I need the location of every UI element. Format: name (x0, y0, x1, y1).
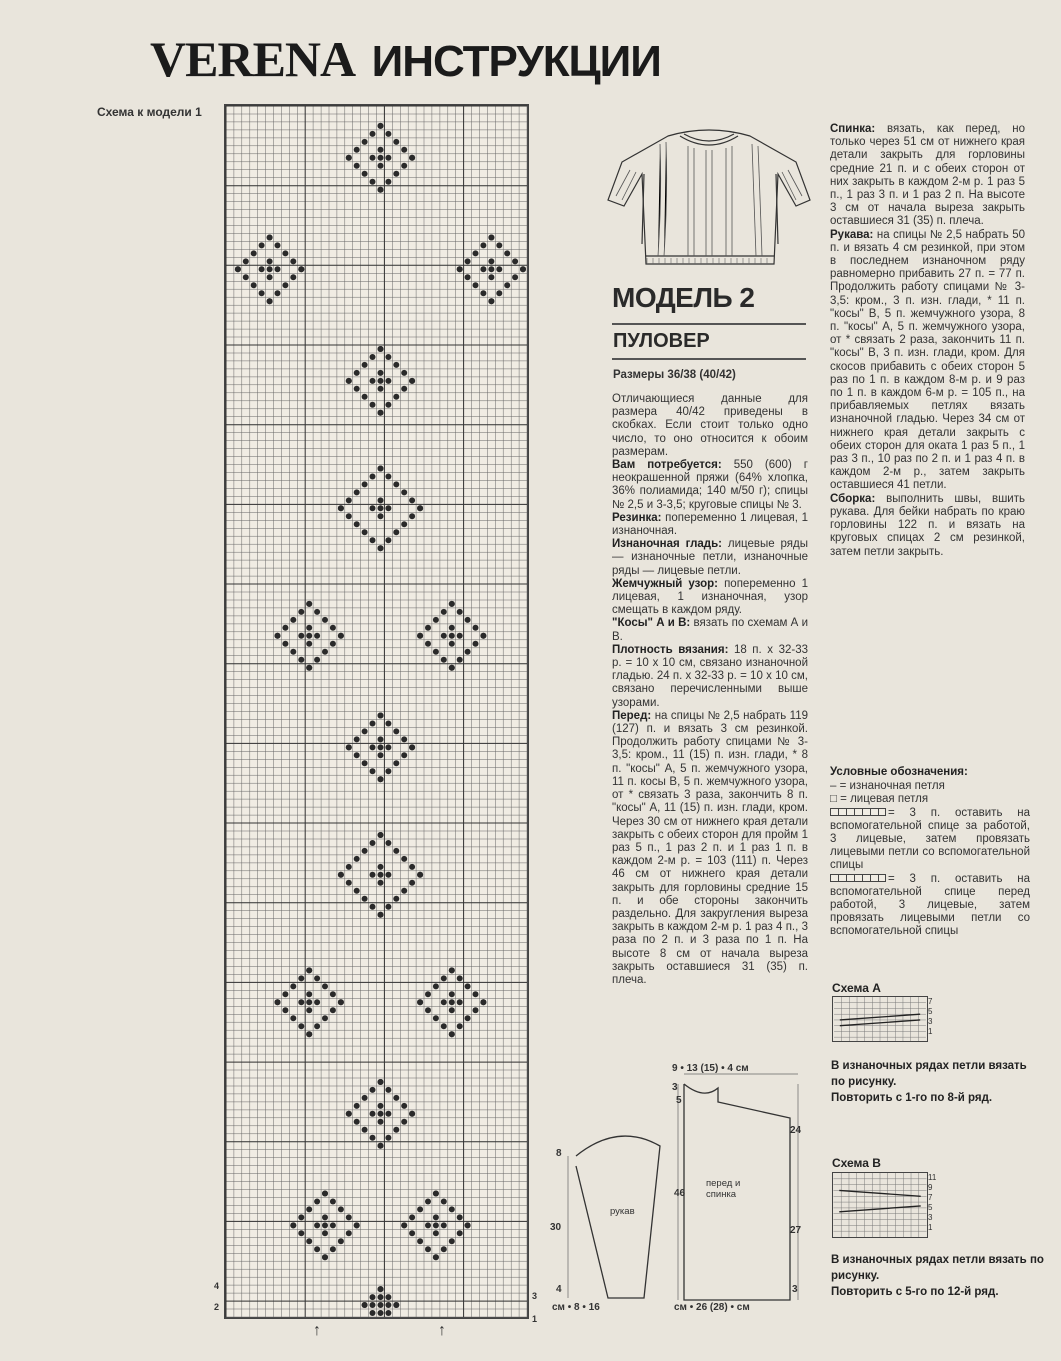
rib-paragraph: Резинка: попеременно 1 лицевая, 1 изнаночная. (612, 511, 808, 538)
instructions-column-2 (830, 123, 1025, 559)
chart-grid (226, 106, 527, 1317)
sweater-illustration (606, 124, 812, 274)
model-title: МОДЕЛЬ 2 (612, 282, 755, 313)
masthead (150, 30, 661, 94)
pattern-diagram (548, 1062, 810, 1318)
chart-row-label: 2 (214, 1302, 220, 1312)
pattern-dim: 30 (550, 1222, 562, 1233)
pattern-bottom-dims: см • 26 (28) • см (674, 1302, 750, 1313)
arrow-up-icon: ↑ (313, 1322, 321, 1339)
subtitle-divider (612, 358, 806, 360)
pattern-dim: 8 (556, 1148, 562, 1159)
intro-paragraph: Отличающиеся данные для размера 40/42 приведены в скобках. Если стоит только одно число, то оно относится к обоим размерам. (612, 393, 808, 458)
scheme-b-row-nums: 11 9 7 5 3 1 (928, 1173, 937, 1232)
pattern-dim: 24 (790, 1125, 802, 1136)
pattern-dim: 3 (672, 1082, 678, 1093)
legend-cable-front: = 3 п. оставить на вспомогательной спице перед работой, 3 лицевые, затем провязать лицевыми петли со вспомогательной спицы (830, 872, 1030, 938)
cable-symbol-icon (830, 874, 886, 882)
legend-purl: – = изнаночная петля (830, 780, 945, 793)
scheme-b-grid (832, 1172, 928, 1238)
body-label: перед и спинка (706, 1178, 741, 1200)
pattern-dim: 3 (792, 1284, 798, 1295)
pattern-dim: 27 (790, 1225, 802, 1236)
scheme-a-title: Схема А (832, 981, 881, 995)
back-paragraph: Спинка: вязать, как перед, но только через 51 см от нижнего края детали закрыть для горловины средние 21 п. и с обеих сторон от них закрыть в каждом 2-м р. 1 раз 5 п., 1 раз 3 п. и 1 раз 2 п. На высоте 3 см от начала выреза закрыть оставшиеся 31 (35) п. плеча. (830, 123, 1026, 228)
chart-row-label: 4 (214, 1281, 220, 1291)
instructions-column-1 (612, 393, 809, 986)
brand-logo: VERENA (150, 31, 356, 87)
pattern-top-dims: 9 • 13 (15) • 4 см (672, 1063, 749, 1074)
scheme-a-note: В изнаночных рядах петли вязать по рисунку. Повторить с 1-го по 8-й ряд. (831, 1060, 1027, 1104)
pattern-bottom-dims: см • 8 • 16 (552, 1302, 600, 1313)
legend-title: Условные обозначения: (830, 766, 968, 778)
assembly-paragraph: Сборка: выполнить швы, вшить рукава. Для бейки набрать по краю горловины 122 п. и вязать на круговых спицах 2 см резинкой, затем петли закрыть. (830, 492, 1025, 558)
pearl-paragraph: Жемчужный узор: попеременно 1 лицевая, 1 изнаночная, узор смещать в каждом ряду. (612, 577, 808, 617)
pattern-dim: 5 (676, 1095, 682, 1106)
legend-cable-back: = 3 п. оставить на вспомогательной спице за работой, 3 лицевые, затем провязать лицевыми петли со вспомогательной спицы (830, 806, 1030, 872)
pattern-dim: 46 (674, 1188, 686, 1199)
gauge-paragraph: Плотность вязания: 18 п. х 32-33 р. = 10 х 10 см, связано изнаночной гладью. 24 п. х 32-33 р. = 10 х 10 см, связано перечисленными выше узорами. (612, 643, 808, 709)
title-divider (612, 323, 806, 325)
chart-row-label: 1 (532, 1314, 538, 1324)
legend (830, 766, 1030, 939)
arrow-up-icon: ↑ (438, 1322, 446, 1339)
sleeve-label: рукав (610, 1206, 635, 1217)
cables-paragraph: "Косы" А и В: вязать по схемам А и В. (612, 617, 809, 643)
legend-knit: □ = лицевая петля (830, 793, 929, 806)
section-title: ИНСТРУКЦИИ (371, 37, 661, 86)
scheme-a-grid (832, 996, 928, 1042)
materials-paragraph: Вам потребуется: 550 (600) г неокрашенной пряжи (64% хлопка, 36% полиамида; 140 м/50 г); спицы № 2,5 и 3-3,5; круговые спицы № 3. (612, 459, 808, 511)
knitting-chart (224, 104, 529, 1319)
pattern-dim: 4 (556, 1284, 562, 1295)
chart-row-label: 3 (532, 1291, 538, 1301)
sleeves-paragraph: Рукава: на спицы № 2,5 набрать 50 п. и вязать 4 см резинкой, при этом в последнем изнаночном ряду равномерно прибавить 27 п. = 77 п. Продолжить работу спицами № 3-3,5: кром., 3 п. изн. глади, * 11 п. "косы" В, 5 п. жемчужного узора, 8 п. "косы" А, 5 п. жемчужного узора, от * связать 2 раза, закончить 11 п. "косы" В, 3 п. изн. глади, кром. Для скосов прибавить с обеих сторон 5 раз по 1 п. в каждом 8-м р. и 9 раз по 1 п. в каждом 6-м р. = 105 п., на прибавляемых петлях вязать изнаночной гладью. Через 34 см от нижнего края детали закрыть с обеих сторон для оката 1 раз 5 п., 1 раз 3 п., 10 раз по 2 п. и 1 раз 4 п. в каждом 2-м р., затем закрыть оставшиеся 41 петли. (830, 228, 1025, 492)
scheme-b-title: Схема В (832, 1156, 881, 1170)
scheme-b-note: В изнаночных рядах петли вязать по рисунку. Повторить с 5-го по 12-й ряд. (831, 1254, 1044, 1298)
sizes: Размеры 36/38 (40/42) (613, 369, 736, 381)
purl-paragraph: Изнаночная гладь: лицевые ряды — изнаночные петли, изнаночные ряды — лицевые петли. (612, 538, 808, 577)
cable-symbol-icon (830, 808, 886, 816)
front-paragraph: Перед: на спицы № 2,5 набрать 119 (127) п. и вязать 3 см резинкой. Продолжить работу спицами № 3-3,5: кром., 11 (15) п. изн. глади, * 8 п. "косы" А, 5 п. жемчужного узора, 11 п. косы В, 5 п. жемчужного узора, от * связать 3 раза, закончить 8 п. "косы" А, 11 (15) п. изн. глади, кром. Через 30 см от нижнего края детали закрыть с обеих сторон для пройм 1 раз 5 п., 1 раз 2 п. и 1 раз 1 п. в каждом 2-м р. = 103 (111) п. Через 46 см от нижнего края детали закрыть для горловины средние 15 п. и обе стороны закончить раздельно. Для закругления выреза закрыть в каждом 2-м р. 1 раз 4 п., 3 раза по 2 п. и 3 раза по 1 п. На высоте 8 см от начала выреза закрыть оставшиеся 31 (35) п. плеча. (612, 709, 809, 986)
model-subtitle: ПУЛОВЕР (613, 330, 710, 352)
scheme-a-row-nums: 7 5 3 1 (928, 997, 933, 1036)
chart-label: Схема к модели 1 (97, 105, 202, 119)
